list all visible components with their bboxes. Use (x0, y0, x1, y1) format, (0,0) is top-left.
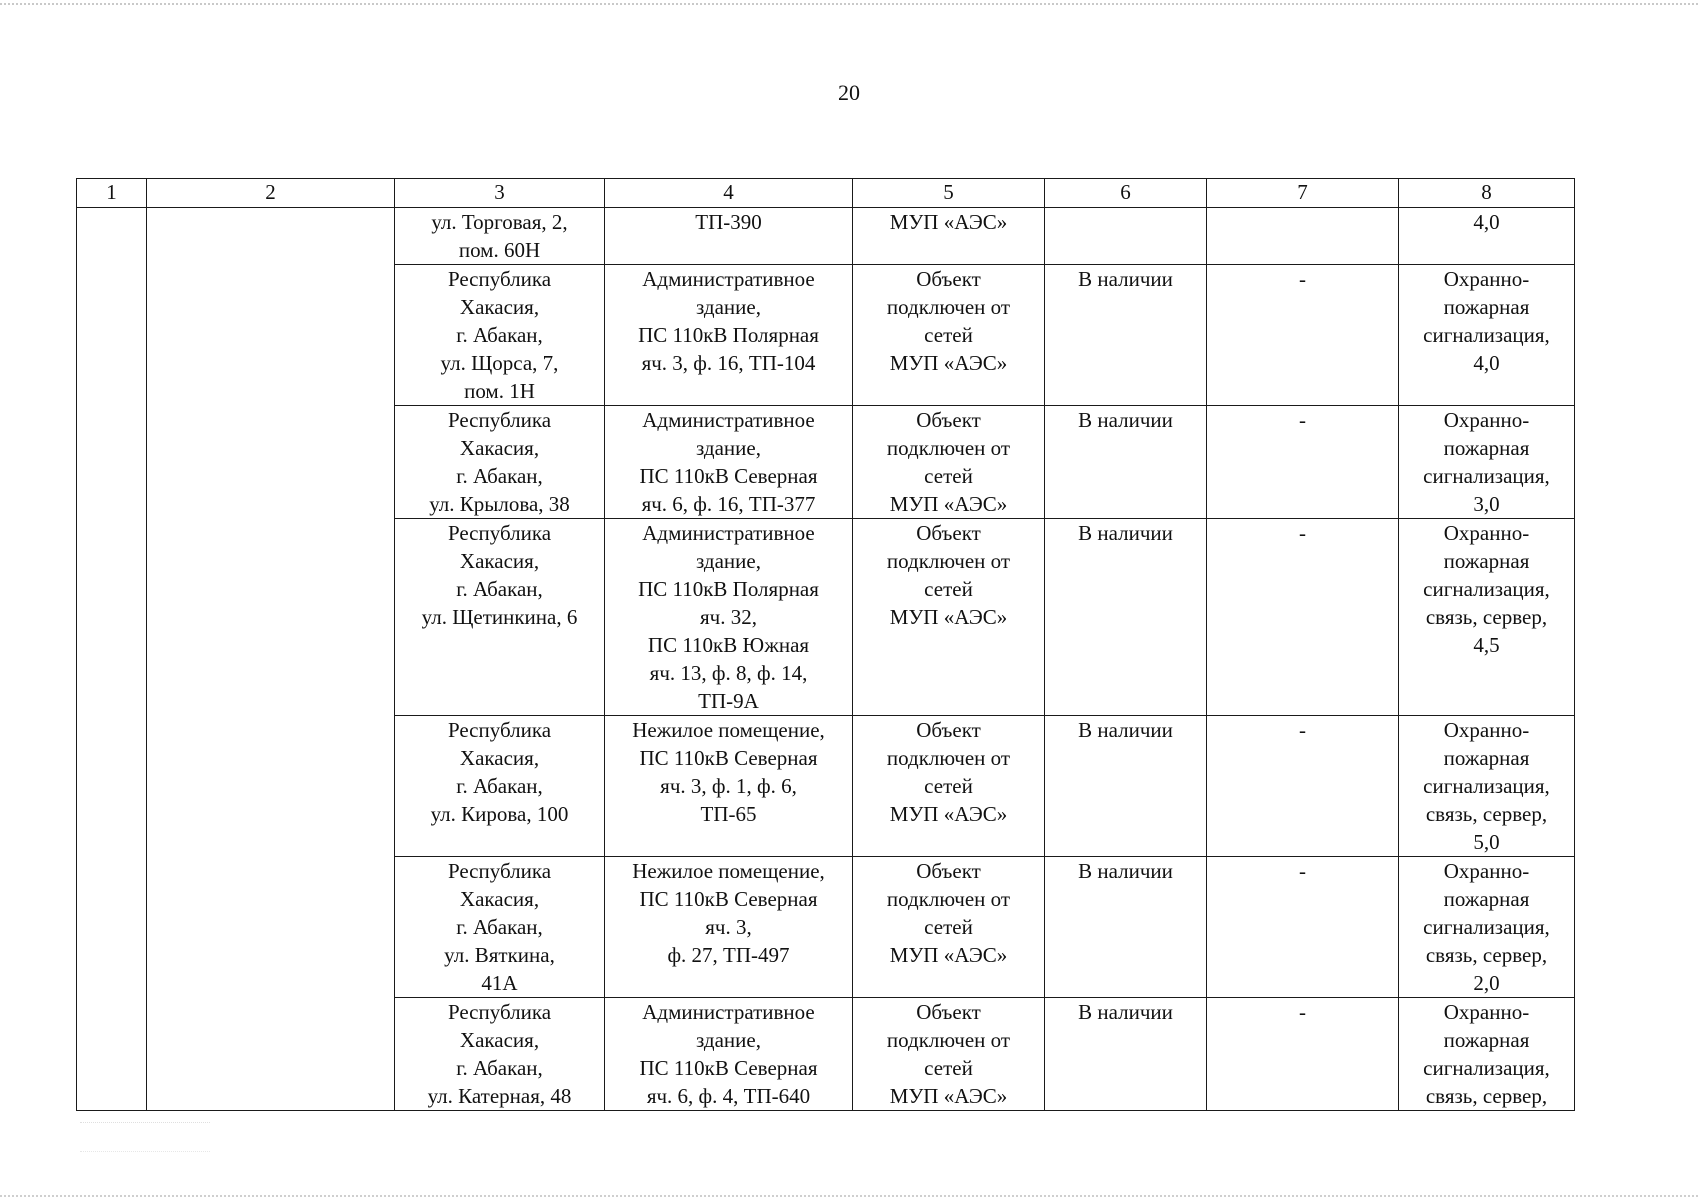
address-cell: Республика Хакасия, г. Абакан, ул. Кирова, 100 (395, 716, 605, 857)
dash-cell: - (1207, 998, 1399, 1111)
column-number-row (77, 179, 1575, 208)
dash-cell: - (1207, 265, 1399, 406)
availability-cell: В наличии (1045, 857, 1207, 998)
load-cell: Охранно- пожарная сигнализация, связь, сервер, 5,0 (1399, 716, 1575, 857)
scan-smudge (80, 1122, 210, 1152)
dash-cell: - (1207, 716, 1399, 857)
load-cell: Охранно- пожарная сигнализация, 3,0 (1399, 406, 1575, 519)
address-cell: ул. Торговая, 2, пом. 60Н (395, 208, 605, 265)
object-cell: Нежилое помещение, ПС 110кВ Северная яч. 3, ф. 1, ф. 6, ТП-65 (605, 716, 853, 857)
empty-cell-col1 (77, 208, 147, 1111)
address-cell: Республика Хакасия, г. Абакан, ул. Щорса, 7, пом. 1Н (395, 265, 605, 406)
load-cell: Охранно- пожарная сигнализация, связь, сервер, 4,5 (1399, 519, 1575, 716)
connection-cell: Объект подключен от сетей МУП «АЭС» (853, 857, 1045, 998)
load-cell: Охранно- пожарная сигнализация, связь, сервер, 2,0 (1399, 857, 1575, 998)
column-number-5: 5 (853, 179, 1045, 208)
dash-cell: - (1207, 857, 1399, 998)
address-cell: Республика Хакасия, г. Абакан, ул. Крылова, 38 (395, 406, 605, 519)
page-number: 20 (838, 80, 860, 105)
column-number-1: 1 (77, 179, 147, 208)
availability-cell: В наличии (1045, 265, 1207, 406)
connection-cell: Объект подключен от сетей МУП «АЭС» (853, 406, 1045, 519)
address-cell: Республика Хакасия, г. Абакан, ул. Вяткина, 41А (395, 857, 605, 998)
data-table (76, 178, 1575, 1111)
object-cell: Административное здание, ПС 110кВ Полярная яч. 3, ф. 16, ТП-104 (605, 265, 853, 406)
empty-cell-col2 (147, 208, 395, 1111)
load-cell: Охранно- пожарная сигнализация, 4,0 (1399, 265, 1575, 406)
dash-cell: - (1207, 519, 1399, 716)
availability-cell (1045, 208, 1207, 265)
object-cell: Административное здание, ПС 110кВ Северная яч. 6, ф. 16, ТП-377 (605, 406, 853, 519)
availability-cell: В наличии (1045, 519, 1207, 716)
object-cell: Административное здание, ПС 110кВ Полярная яч. 32, ПС 110кВ Южная яч. 13, ф. 8, ф. 14, ТП-9А (605, 519, 853, 716)
connection-cell: МУП «АЭС» (853, 208, 1045, 265)
address-cell: Республика Хакасия, г. Абакан, ул. Щетинкина, 6 (395, 519, 605, 716)
scan-edge-top (0, 3, 1698, 5)
address-cell: Республика Хакасия, г. Абакан, ул. Катерная, 48 (395, 998, 605, 1111)
object-cell: Административное здание, ПС 110кВ Северная яч. 6, ф. 4, ТП-640 (605, 998, 853, 1111)
column-number-8: 8 (1399, 179, 1575, 208)
dash-cell: - (1207, 406, 1399, 519)
scan-edge-bottom (0, 1195, 1698, 1197)
object-cell: Нежилое помещение, ПС 110кВ Северная яч. 3, ф. 27, ТП-497 (605, 857, 853, 998)
connection-cell: Объект подключен от сетей МУП «АЭС» (853, 998, 1045, 1111)
availability-cell: В наличии (1045, 406, 1207, 519)
availability-cell: В наличии (1045, 998, 1207, 1111)
column-number-4: 4 (605, 179, 853, 208)
table-row (77, 208, 1575, 265)
column-number-2: 2 (147, 179, 395, 208)
column-number-7: 7 (1207, 179, 1399, 208)
load-cell: Охранно- пожарная сигнализация, связь, сервер, (1399, 998, 1575, 1111)
load-cell: 4,0 (1399, 208, 1575, 265)
connection-cell: Объект подключен от сетей МУП «АЭС» (853, 265, 1045, 406)
connection-cell: Объект подключен от сетей МУП «АЭС» (853, 519, 1045, 716)
column-number-6: 6 (1045, 179, 1207, 208)
connection-cell: Объект подключен от сетей МУП «АЭС» (853, 716, 1045, 857)
column-number-3: 3 (395, 179, 605, 208)
dash-cell (1207, 208, 1399, 265)
availability-cell: В наличии (1045, 716, 1207, 857)
object-cell: ТП-390 (605, 208, 853, 265)
